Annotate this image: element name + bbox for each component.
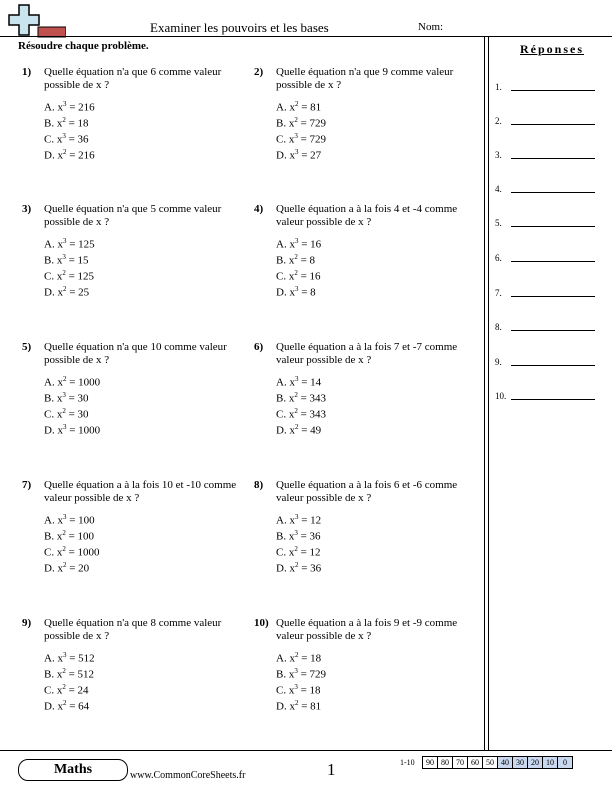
option-value: = 36 (298, 562, 322, 575)
option-base: C. x (276, 684, 295, 697)
option-exponent: 2 (294, 561, 299, 569)
option-exponent: 2 (62, 683, 66, 691)
problem (22, 203, 250, 313)
option-base: B. x (44, 117, 63, 130)
option-value: = 18 (297, 684, 321, 697)
option-value: = 20 (66, 562, 90, 575)
answer-option (276, 112, 326, 128)
option-base: C. x (44, 133, 63, 146)
problem-number: 9) (22, 617, 32, 629)
answer-row (495, 320, 595, 334)
page-title: Examiner les pouvoirs et les bases (150, 20, 329, 35)
option-base: A. x (44, 514, 63, 527)
answer-option (44, 281, 95, 297)
answer-option (276, 679, 326, 695)
option-exponent: 2 (294, 545, 298, 553)
option-base: C. x (44, 546, 63, 559)
problem-question: Quelle équation a à la fois 9 et -9 comme valeur possible de x ? (276, 617, 458, 642)
option-value: = 512 (65, 668, 95, 681)
option-exponent: 3 (294, 529, 298, 537)
option-exponent: 2 (62, 561, 67, 569)
website-text: www.CommonCoreSheets.fr (130, 770, 246, 781)
problem-question: Quelle équation n'a que 6 comme valeur possible de x ? (44, 66, 222, 91)
option-value: = 8 (298, 286, 316, 299)
problem-number: 8) (254, 479, 264, 491)
option-base: A. x (44, 652, 63, 665)
option-value: = 100 (66, 514, 95, 527)
option-exponent: 2 (62, 667, 66, 675)
option-value: = 30 (65, 408, 89, 421)
problem (254, 479, 482, 589)
option-exponent: 2 (62, 375, 67, 383)
problem-number: 2) (254, 66, 264, 78)
name-label: Nom: (418, 21, 444, 33)
problem-number: 7) (22, 479, 32, 491)
problem-number: 4) (254, 203, 264, 215)
answer-option (276, 663, 326, 679)
problem-number: 1) (22, 66, 32, 78)
answer-option (276, 403, 326, 419)
answer-blank[interactable] (511, 296, 595, 297)
option-base: D. x (44, 286, 63, 299)
option-exponent: 3 (294, 375, 299, 383)
score-cell: 0 (557, 757, 572, 768)
score-cell: 60 (467, 757, 482, 768)
option-exponent: 3 (294, 132, 298, 140)
answer-option (44, 403, 100, 419)
option-value: = 81 (298, 101, 322, 114)
option-value: = 1000 (66, 424, 101, 437)
option-exponent: 3 (294, 285, 299, 293)
answer-row (495, 216, 595, 230)
problem-number: 6) (254, 341, 264, 353)
problem (22, 341, 250, 451)
option-base: D. x (44, 562, 63, 575)
answer-row (495, 286, 595, 300)
score-cell: 40 (497, 757, 512, 768)
option-value: = 8 (297, 254, 316, 267)
option-value: = 12 (298, 514, 322, 527)
option-list (276, 233, 321, 297)
option-base: B. x (276, 530, 295, 543)
option-base: D. x (44, 700, 63, 713)
problem-question: Quelle équation a à la fois 10 et -10 comme valeur possible de x ? (44, 479, 237, 504)
answer-option (44, 371, 100, 387)
option-list (276, 509, 321, 573)
option-value: = 343 (297, 392, 327, 405)
score-cell: 50 (482, 757, 497, 768)
option-value: = 12 (297, 546, 321, 559)
option-value: = 36 (65, 133, 89, 146)
answer-option (44, 647, 95, 663)
problem-question: Quelle équation n'a que 8 comme valeur possible de x ? (44, 617, 222, 642)
option-base: D. x (276, 700, 295, 713)
problem (22, 479, 250, 589)
answer-number: 10. (495, 391, 507, 401)
option-exponent: 3 (294, 683, 298, 691)
option-exponent: 2 (62, 269, 66, 277)
answer-blank[interactable] (511, 261, 595, 262)
answer-option (44, 96, 95, 112)
option-exponent: 2 (294, 269, 298, 277)
option-exponent: 2 (294, 407, 298, 415)
option-base: B. x (44, 254, 63, 267)
option-value: = 1000 (65, 546, 100, 559)
plus-minus-logo-icon (4, 4, 66, 38)
option-list (44, 233, 95, 297)
option-base: B. x (276, 254, 295, 267)
option-value: = 729 (297, 668, 327, 681)
answer-option (276, 96, 326, 112)
option-exponent: 2 (294, 100, 299, 108)
option-value: = 27 (298, 149, 322, 162)
column-divider (484, 36, 485, 750)
answer-option (276, 249, 321, 265)
option-exponent: 2 (294, 253, 298, 261)
answer-option (276, 233, 321, 249)
option-list (44, 647, 95, 711)
answer-option (276, 128, 326, 144)
problem-question: Quelle équation a à la fois 7 et -7 comme valeur possible de x ? (276, 341, 458, 366)
subject-badge: Maths (18, 759, 128, 781)
answer-row (495, 355, 595, 369)
option-base: A. x (276, 652, 295, 665)
problem-question: Quelle équation n'a que 5 comme valeur possible de x ? (44, 203, 222, 228)
answer-row (495, 389, 595, 403)
option-value: = 100 (65, 530, 95, 543)
header-divider (0, 36, 612, 37)
answer-row (495, 182, 595, 196)
footer-divider (0, 750, 612, 751)
answer-option (44, 144, 95, 160)
option-exponent: 2 (294, 699, 299, 707)
problem-number: 10) (254, 617, 269, 629)
option-exponent: 3 (62, 253, 66, 261)
option-exponent: 3 (62, 100, 67, 108)
answer-option (276, 509, 321, 525)
option-base: D. x (44, 149, 63, 162)
answer-option (44, 249, 95, 265)
answer-option (44, 387, 100, 403)
option-exponent: 2 (294, 651, 299, 659)
option-exponent: 3 (294, 513, 299, 521)
answer-option (276, 387, 326, 403)
answer-number: 6. (495, 253, 502, 263)
answer-option (276, 647, 326, 663)
answer-number: 8. (495, 322, 502, 332)
option-base: D. x (276, 286, 295, 299)
option-base: A. x (276, 376, 295, 389)
answers-title: Réponses (520, 42, 585, 56)
problem-question: Quelle équation a à la fois 6 et -6 comme valeur possible de x ? (276, 479, 458, 504)
option-base: C. x (276, 133, 295, 146)
problem-question: Quelle équation n'a que 9 comme valeur possible de x ? (276, 66, 454, 91)
score-cell: 90 (426, 758, 434, 767)
problem (254, 66, 482, 176)
answer-number: 4. (495, 184, 502, 194)
answer-number: 5. (495, 218, 502, 228)
score-cell: 70 (452, 757, 467, 768)
option-exponent: 2 (62, 285, 67, 293)
option-base: B. x (44, 392, 63, 405)
answer-option (276, 265, 321, 281)
answer-blank[interactable] (511, 192, 595, 193)
option-base: D. x (276, 562, 295, 575)
problem (22, 617, 250, 727)
problem (254, 617, 482, 727)
score-cell: 80 (437, 757, 452, 768)
option-base: A. x (276, 514, 295, 527)
option-base: B. x (276, 668, 295, 681)
option-value: = 15 (65, 254, 89, 267)
option-list (44, 371, 100, 435)
answer-option (276, 371, 326, 387)
answer-row (495, 80, 595, 94)
option-exponent: 2 (62, 529, 66, 537)
option-base: C. x (276, 270, 295, 283)
option-value: = 18 (298, 652, 322, 665)
option-value: = 729 (297, 133, 327, 146)
problem (22, 66, 250, 176)
option-base: C. x (44, 408, 63, 421)
option-base: C. x (276, 546, 295, 559)
option-value: = 18 (65, 117, 89, 130)
option-exponent: 3 (294, 667, 298, 675)
option-base: A. x (44, 101, 63, 114)
option-value: = 24 (65, 684, 89, 697)
answer-option (276, 557, 321, 573)
option-value: = 125 (65, 270, 95, 283)
option-base: B. x (44, 668, 63, 681)
option-base: D. x (276, 424, 295, 437)
option-base: A. x (44, 376, 63, 389)
option-base: A. x (276, 238, 295, 251)
answer-option (44, 525, 100, 541)
answer-option (44, 419, 100, 435)
answer-option (276, 695, 326, 711)
option-base: B. x (276, 392, 295, 405)
option-exponent: 2 (294, 116, 298, 124)
option-list (276, 96, 326, 160)
answer-row (495, 148, 595, 162)
answer-row (495, 251, 595, 265)
option-value: = 30 (65, 392, 89, 405)
option-exponent: 2 (62, 699, 67, 707)
score-scale (422, 756, 573, 769)
option-exponent: 2 (294, 391, 298, 399)
answer-number: 3. (495, 150, 502, 160)
score-cell: 10 (542, 757, 557, 768)
option-value: = 81 (298, 700, 322, 713)
answer-option (276, 281, 321, 297)
option-value: = 16 (298, 238, 322, 251)
option-exponent: 2 (294, 423, 299, 431)
option-exponent: 2 (62, 545, 66, 553)
problem-number: 3) (22, 203, 32, 215)
option-exponent: 3 (62, 513, 67, 521)
option-value: = 49 (298, 424, 322, 437)
option-list (276, 371, 326, 435)
option-exponent: 2 (62, 116, 66, 124)
option-exponent: 3 (62, 391, 66, 399)
option-value: = 36 (297, 530, 321, 543)
answer-blank[interactable] (511, 124, 595, 125)
option-exponent: 3 (294, 237, 299, 245)
answer-option (44, 265, 95, 281)
answer-blank[interactable] (511, 158, 595, 159)
answer-blank[interactable] (511, 90, 595, 91)
option-base: C. x (44, 684, 63, 697)
answer-option (276, 419, 326, 435)
option-value: = 125 (66, 238, 95, 251)
option-value: = 512 (66, 652, 95, 665)
answer-option (44, 663, 95, 679)
answer-option (276, 144, 326, 160)
option-list (44, 509, 100, 573)
answer-option (44, 695, 95, 711)
score-cell: 20 (527, 757, 542, 768)
option-exponent: 3 (62, 651, 67, 659)
option-base: B. x (276, 117, 295, 130)
answer-number: 9. (495, 357, 502, 367)
option-value: = 25 (66, 286, 90, 299)
answer-blank[interactable] (511, 226, 595, 227)
column-divider (488, 36, 489, 750)
problem-question: Quelle équation n'a que 10 comme valeur possible de x ? (44, 341, 227, 366)
answer-blank[interactable] (511, 365, 595, 366)
page-number: 1 (327, 760, 336, 779)
answer-row (495, 114, 595, 128)
option-list (44, 96, 95, 160)
option-exponent: 3 (294, 148, 299, 156)
answer-option (276, 525, 321, 541)
answer-option (44, 112, 95, 128)
option-base: C. x (44, 270, 63, 283)
option-exponent: 3 (62, 132, 66, 140)
answer-blank[interactable] (511, 399, 595, 400)
option-value: = 343 (297, 408, 327, 421)
answer-option (276, 541, 321, 557)
option-base: A. x (44, 238, 63, 251)
answer-option (44, 541, 100, 557)
problem-question: Quelle équation a à la fois 4 et -4 comme valeur possible de x ? (276, 203, 458, 228)
answer-option (44, 509, 100, 525)
option-base: C. x (276, 408, 295, 421)
answer-option (44, 233, 95, 249)
option-exponent: 3 (62, 237, 67, 245)
answer-option (44, 128, 95, 144)
answer-option (44, 557, 100, 573)
option-list (276, 647, 326, 711)
option-value: = 16 (297, 270, 321, 283)
option-value: = 64 (66, 700, 90, 713)
problem-number: 5) (22, 341, 32, 353)
option-value: = 14 (298, 376, 322, 389)
option-base: A. x (276, 101, 295, 114)
answer-number: 2. (495, 116, 502, 126)
answer-number: 1. (495, 82, 502, 92)
option-exponent: 2 (62, 407, 66, 415)
answer-blank[interactable] (511, 330, 595, 331)
option-value: = 216 (66, 149, 95, 162)
problem (254, 341, 482, 451)
option-value: = 1000 (66, 376, 101, 389)
score-cell: 30 (512, 757, 527, 768)
option-value: = 729 (297, 117, 327, 130)
answer-option (44, 679, 95, 695)
option-base: D. x (276, 149, 295, 162)
option-value: = 216 (66, 101, 95, 114)
answer-number: 7. (495, 288, 502, 298)
option-exponent: 2 (62, 148, 67, 156)
option-exponent: 3 (62, 423, 67, 431)
score-scale-label: 1-10 (400, 758, 415, 767)
option-base: B. x (44, 530, 63, 543)
problem (254, 203, 482, 313)
option-base: D. x (44, 424, 63, 437)
instructions: Résoudre chaque problème. (18, 40, 149, 52)
